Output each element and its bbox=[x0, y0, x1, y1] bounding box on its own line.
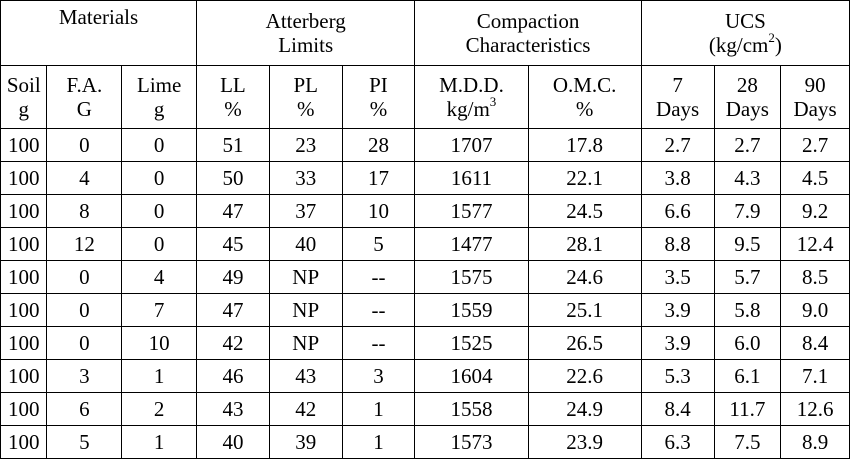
column-header-row bbox=[1, 66, 850, 129]
column-header-unit bbox=[642, 97, 714, 121]
column-header-unit bbox=[529, 97, 641, 121]
table-cell: 24.5 bbox=[528, 195, 641, 228]
table-cell: 100 bbox=[1, 327, 47, 360]
table-cell: 42 bbox=[197, 327, 270, 360]
table-cell: 49 bbox=[197, 261, 270, 294]
table-row bbox=[1, 426, 850, 459]
column-header-unit-exponent: 3 bbox=[489, 94, 497, 109]
table-cell: NP bbox=[269, 261, 342, 294]
column-header-top: 28 bbox=[736, 72, 758, 97]
table-cell: NP bbox=[269, 327, 342, 360]
column-header-unit bbox=[415, 94, 527, 121]
group-header-materials bbox=[1, 1, 197, 66]
table-row bbox=[1, 228, 850, 261]
table-cell: 1573 bbox=[415, 426, 528, 459]
column-header bbox=[269, 66, 342, 129]
group-header-ucs bbox=[641, 1, 849, 66]
table-cell: -- bbox=[342, 294, 415, 327]
table-cell: 4.3 bbox=[714, 162, 781, 195]
column-header-unit-text: Days bbox=[793, 97, 837, 121]
group-ucs-unit: (kg/cm bbox=[708, 33, 769, 57]
table-cell: 1 bbox=[122, 426, 197, 459]
table-cell: 5.3 bbox=[641, 360, 714, 393]
column-header-top: M.D.D. bbox=[439, 72, 504, 97]
table-body bbox=[1, 129, 850, 459]
group-header-atterberg bbox=[197, 1, 415, 66]
group-ucs-unit-close: ) bbox=[774, 33, 782, 57]
table-row bbox=[1, 393, 850, 426]
table-cell: 0 bbox=[47, 327, 122, 360]
column-header-unit-text: G bbox=[76, 97, 92, 121]
table-cell: 0 bbox=[47, 294, 122, 327]
table-cell: 1611 bbox=[415, 162, 528, 195]
table-cell: 28 bbox=[342, 129, 415, 162]
table-cell: 11.7 bbox=[714, 393, 781, 426]
column-header bbox=[47, 66, 122, 129]
table-cell: 0 bbox=[122, 129, 197, 162]
column-header-unit-text: kg/m bbox=[446, 97, 490, 121]
column-header bbox=[342, 66, 415, 129]
table-cell: 46 bbox=[197, 360, 270, 393]
table-cell: 3.8 bbox=[641, 162, 714, 195]
table-cell: 3.9 bbox=[641, 327, 714, 360]
table-cell: 100 bbox=[1, 393, 47, 426]
group-ucs-line2 bbox=[642, 30, 849, 57]
column-header bbox=[415, 66, 528, 129]
table-cell: 22.6 bbox=[528, 360, 641, 393]
table-cell: 6.6 bbox=[641, 195, 714, 228]
table-cell: 1 bbox=[122, 360, 197, 393]
table-cell: 8.9 bbox=[781, 426, 850, 459]
group-compaction-line2: Characteristics bbox=[465, 33, 591, 57]
table-cell: -- bbox=[342, 261, 415, 294]
table-cell: 1525 bbox=[415, 327, 528, 360]
table-cell: 51 bbox=[197, 129, 270, 162]
table-cell: 1707 bbox=[415, 129, 528, 162]
column-header-unit-text: g bbox=[18, 97, 29, 121]
column-header-unit-text: Days bbox=[656, 97, 700, 121]
table-cell: 17.8 bbox=[528, 129, 641, 162]
column-header-unit bbox=[343, 97, 415, 121]
table-cell: 2 bbox=[122, 393, 197, 426]
table-cell: 5.8 bbox=[714, 294, 781, 327]
table-cell: 0 bbox=[47, 261, 122, 294]
table-cell: 1477 bbox=[415, 228, 528, 261]
table-cell: 100 bbox=[1, 360, 47, 393]
table-cell: -- bbox=[342, 327, 415, 360]
column-header-unit bbox=[1, 97, 46, 121]
column-header-unit-text: % bbox=[575, 97, 594, 121]
table-cell: 3 bbox=[342, 360, 415, 393]
table-cell: 8.4 bbox=[641, 393, 714, 426]
column-header bbox=[1, 66, 47, 129]
table-cell: 5 bbox=[342, 228, 415, 261]
group-atterberg-line1: Atterberg bbox=[265, 8, 346, 33]
table-cell: 8.5 bbox=[781, 261, 850, 294]
table-row bbox=[1, 261, 850, 294]
table-cell: 42 bbox=[269, 393, 342, 426]
table-cell: 100 bbox=[1, 261, 47, 294]
table-cell: 24.9 bbox=[528, 393, 641, 426]
column-header bbox=[641, 66, 714, 129]
table-cell: 100 bbox=[1, 228, 47, 261]
table-cell: 9.2 bbox=[781, 195, 850, 228]
table-cell: 39 bbox=[269, 426, 342, 459]
table-cell: 8.8 bbox=[641, 228, 714, 261]
table-cell: 1604 bbox=[415, 360, 528, 393]
table-cell: 1575 bbox=[415, 261, 528, 294]
column-header-top: 90 bbox=[804, 72, 826, 97]
table-cell: 12.4 bbox=[781, 228, 850, 261]
group-ucs-unit-exponent: 2 bbox=[768, 30, 775, 45]
table-row bbox=[1, 129, 850, 162]
table-cell: 12.6 bbox=[781, 393, 850, 426]
table-cell: 100 bbox=[1, 426, 47, 459]
column-header-unit bbox=[270, 97, 342, 121]
table-cell: 2.7 bbox=[714, 129, 781, 162]
table-cell: 9.5 bbox=[714, 228, 781, 261]
column-header-top: 7 bbox=[672, 72, 683, 97]
group-header-row bbox=[1, 1, 850, 66]
column-header bbox=[528, 66, 641, 129]
table-cell: 100 bbox=[1, 195, 47, 228]
table-cell: 8 bbox=[47, 195, 122, 228]
table-cell: 0 bbox=[122, 228, 197, 261]
table-cell: 40 bbox=[269, 228, 342, 261]
table-cell: 4 bbox=[122, 261, 197, 294]
group-ucs-line1: UCS bbox=[724, 8, 766, 33]
table-cell: 22.1 bbox=[528, 162, 641, 195]
table-cell: 28.1 bbox=[528, 228, 641, 261]
column-header bbox=[122, 66, 197, 129]
table-cell: 7.9 bbox=[714, 195, 781, 228]
column-header-unit-text: g bbox=[153, 97, 165, 121]
table-cell: 23.9 bbox=[528, 426, 641, 459]
table-cell: 6.3 bbox=[641, 426, 714, 459]
group-atterberg-line2: Limits bbox=[278, 33, 334, 57]
table-row bbox=[1, 327, 850, 360]
column-header-unit-text: % bbox=[296, 97, 315, 121]
table-cell: 1558 bbox=[415, 393, 528, 426]
column-header-top: O.M.C. bbox=[552, 72, 617, 97]
table-cell: 2.7 bbox=[641, 129, 714, 162]
table-cell: 45 bbox=[197, 228, 270, 261]
column-header-top: Soil bbox=[6, 72, 41, 97]
table-row bbox=[1, 360, 850, 393]
table-cell: 1 bbox=[342, 393, 415, 426]
table-row bbox=[1, 195, 850, 228]
table-cell: 7 bbox=[122, 294, 197, 327]
column-header bbox=[714, 66, 781, 129]
table-cell: 5.7 bbox=[714, 261, 781, 294]
table-cell: 100 bbox=[1, 129, 47, 162]
column-header-top: Lime bbox=[137, 72, 182, 97]
table-cell: 100 bbox=[1, 294, 47, 327]
column-header-unit-text: % bbox=[224, 97, 242, 121]
table-cell: 3 bbox=[47, 360, 122, 393]
table-cell: 4.5 bbox=[781, 162, 850, 195]
table-cell: 40 bbox=[197, 426, 270, 459]
group-compaction-line1: Compaction bbox=[476, 8, 580, 33]
column-header-top: LL bbox=[220, 72, 246, 97]
table-cell: 2.7 bbox=[781, 129, 850, 162]
table-cell: 47 bbox=[197, 294, 270, 327]
table-cell: 6.1 bbox=[714, 360, 781, 393]
table-cell: 10 bbox=[122, 327, 197, 360]
table-cell: 33 bbox=[269, 162, 342, 195]
table-cell: 5 bbox=[47, 426, 122, 459]
table-cell: 0 bbox=[122, 162, 197, 195]
column-header-unit bbox=[197, 97, 269, 121]
table-cell: 23 bbox=[269, 129, 342, 162]
table-cell: 1559 bbox=[415, 294, 528, 327]
column-header-unit-text: % bbox=[369, 97, 388, 121]
table-cell: 43 bbox=[269, 360, 342, 393]
group-materials-label: Materials bbox=[58, 5, 139, 29]
table-cell: 3.5 bbox=[641, 261, 714, 294]
column-header-unit-text: Days bbox=[725, 97, 769, 121]
table-cell: NP bbox=[269, 294, 342, 327]
table-cell: 10 bbox=[342, 195, 415, 228]
column-header-unit bbox=[715, 97, 781, 121]
table-cell: 0 bbox=[122, 195, 197, 228]
table-cell: 26.5 bbox=[528, 327, 641, 360]
table-cell: 100 bbox=[1, 162, 47, 195]
column-header bbox=[781, 66, 850, 129]
column-header-top: F.A. bbox=[66, 72, 103, 97]
table-cell: 50 bbox=[197, 162, 270, 195]
table-cell: 6.0 bbox=[714, 327, 781, 360]
table-cell: 4 bbox=[47, 162, 122, 195]
table-cell: 37 bbox=[269, 195, 342, 228]
table-cell: 3.9 bbox=[641, 294, 714, 327]
table-cell: 43 bbox=[197, 393, 270, 426]
table-cell: 6 bbox=[47, 393, 122, 426]
table-cell: 7.1 bbox=[781, 360, 850, 393]
table-row bbox=[1, 294, 850, 327]
column-header-unit bbox=[122, 97, 196, 121]
table-cell: 0 bbox=[47, 129, 122, 162]
group-header-compaction bbox=[415, 1, 641, 66]
table-cell: 1577 bbox=[415, 195, 528, 228]
table-row bbox=[1, 162, 850, 195]
table-cell: 7.5 bbox=[714, 426, 781, 459]
table-cell: 47 bbox=[197, 195, 270, 228]
table-cell: 1 bbox=[342, 426, 415, 459]
table-cell: 8.4 bbox=[781, 327, 850, 360]
column-header-unit bbox=[47, 97, 121, 121]
table-cell: 9.0 bbox=[781, 294, 850, 327]
column-header-top: PI bbox=[369, 72, 388, 97]
table-cell: 17 bbox=[342, 162, 415, 195]
table-cell: 25.1 bbox=[528, 294, 641, 327]
column-header-top: PL bbox=[293, 72, 318, 97]
column-header bbox=[197, 66, 270, 129]
table-cell: 12 bbox=[47, 228, 122, 261]
column-header-unit bbox=[781, 97, 849, 121]
table-cell: 24.6 bbox=[528, 261, 641, 294]
